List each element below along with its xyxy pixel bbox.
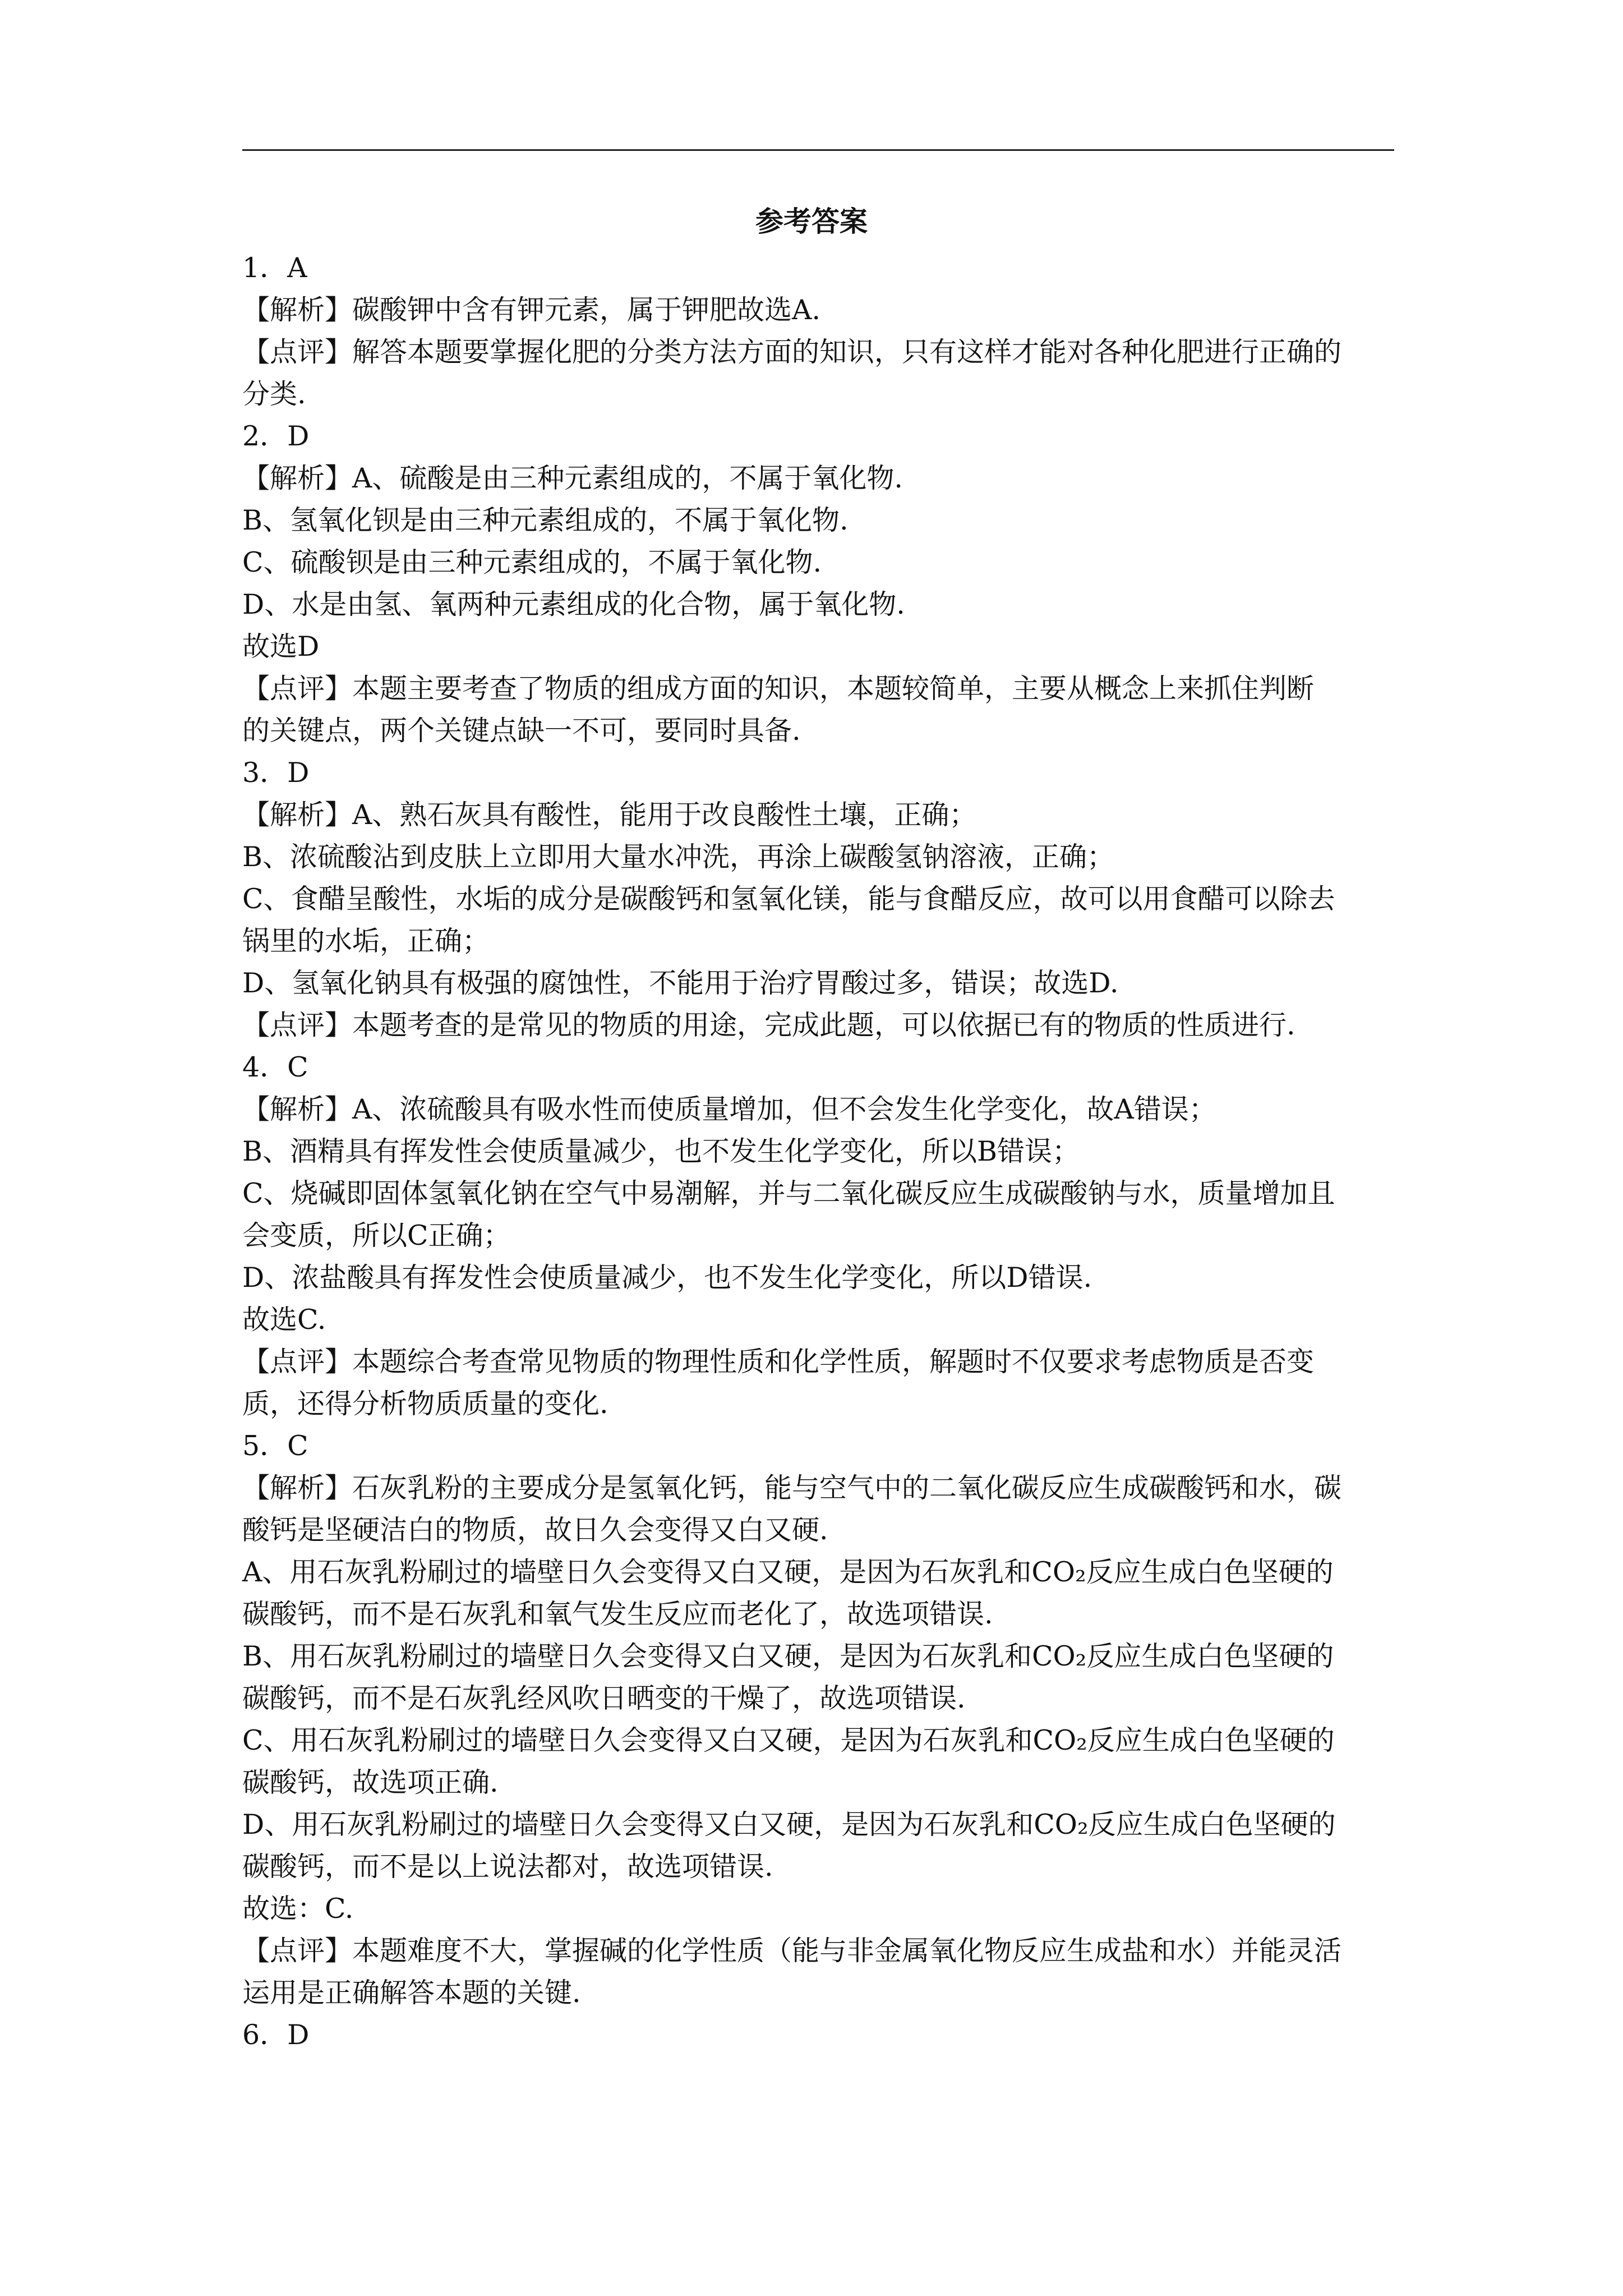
text-line-q5-b: B、用石灰乳粉刷过的墙壁日久会变得又白又硬，是因为石灰乳和CO₂反应生成白色坚硬的 — [242, 1640, 1334, 1672]
text-line-q4-comment: 【点评】本题综合考查常见物质的物理性质和化学性质，解题时不仅要求考虑物质是否变 — [242, 1346, 1315, 1378]
text-line-q3: 3．D — [242, 757, 310, 789]
text-line-q3-b: B、浓硫酸沾到皮肤上立即用大量水冲洗，再涂上碳酸氢钠溶液，正确； — [242, 841, 1115, 873]
text-line-q3-comment: 【点评】本题考查的是常见的物质的用途，完成此题，可以依据已有的物质的性质进行. — [242, 1009, 1295, 1041]
text-line-q5-d-2: 碳酸钙，而不是以上说法都对，故选项错误. — [242, 1851, 773, 1883]
text-line-q2-c: C、硫酸钡是由三种元素组成的，不属于氧化物. — [242, 546, 822, 578]
text-line-q5-comment-2: 运用是正确解答本题的关键. — [242, 1977, 581, 2009]
text-line-q5-choice: 故选：C. — [242, 1893, 354, 1925]
header-rule — [242, 149, 1394, 151]
text-line-q5-analysis: 【解析】石灰乳粉的主要成分是氢氧化钙，能与空气中的二氧化碳反应生成碳酸钙和水，碳 — [242, 1472, 1342, 1504]
text-line-q5-b-2: 碳酸钙，而不是石灰乳经风吹日晒变的干燥了，故选项错误. — [242, 1682, 966, 1714]
text-line-q4-a: 【解析】A、浓硫酸具有吸水性而使质量增加，但不会发生化学变化，故A错误； — [242, 1093, 1216, 1125]
text-line-q3-c-2: 锅里的水垢，正确； — [242, 925, 490, 957]
answer-content — [242, 247, 1394, 2056]
page-title: 参考答案 — [755, 205, 868, 238]
text-line-q1-analysis: 【解析】碳酸钾中含有钾元素，属于钾肥故选A. — [242, 294, 820, 326]
text-line-q5: 5．C — [242, 1430, 308, 1462]
text-line-q4-choice: 故选C. — [242, 1304, 326, 1336]
text-line-q5-d: D、用石灰乳粉刷过的墙壁日久会变得又白又硬，是因为石灰乳和CO₂反应生成白色坚硬的 — [242, 1809, 1336, 1841]
text-line-q3-d: D、氢氧化钠具有极强的腐蚀性，不能用于治疗胃酸过多，错误；故选D. — [242, 967, 1119, 999]
text-line-q4-c: C、烧碱即固体氢氧化钠在空气中易潮解，并与二氧化碳反应生成碳酸钠与水，质量增加且 — [242, 1177, 1335, 1209]
text-line-q1-comment-2: 分类. — [242, 378, 306, 410]
text-line-q1-comment: 【点评】解答本题要掌握化肥的分类方法方面的知识，只有这样才能对各种化肥进行正确的 — [242, 336, 1342, 368]
text-line-q4-b: B、酒精具有挥发性会使质量减少，也不发生化学变化，所以B错误； — [242, 1135, 1080, 1167]
text-line-q4-comment-2: 质，还得分析物质质量的变化. — [242, 1388, 608, 1420]
text-line-q4: 4．C — [242, 1051, 308, 1083]
text-line-q5-analysis-2: 酸钙是坚硬洁白的物质，故日久会变得又白又硬. — [242, 1514, 828, 1546]
text-line-q5-comment: 【点评】本题难度不大，掌握碱的化学性质（能与非金属氧化物反应生成盐和水）并能灵活 — [242, 1935, 1342, 1967]
text-line-q5-a: A、用石灰乳粉刷过的墙壁日久会变得又白又硬，是因为石灰乳和CO₂反应生成白色坚硬的 — [242, 1556, 1334, 1588]
text-line-q5-c: C、用石灰乳粉刷过的墙壁日久会变得又白又硬，是因为石灰乳和CO₂反应生成白色坚硬的 — [242, 1724, 1335, 1756]
text-line-q2-comment-2: 的关键点，两个关键点缺一不可，要同时具备. — [242, 715, 801, 747]
text-line-q3-c: C、食醋呈酸性，水垢的成分是碳酸钙和氢氧化镁，能与食醋反应，故可以用食醋可以除去 — [242, 883, 1335, 915]
text-line-q5-a-2: 碳酸钙，而不是石灰乳和氧气发生反应而老化了，故选项错误. — [242, 1598, 993, 1630]
text-line-q3-a: 【解析】A、熟石灰具有酸性，能用于改良酸性土壤，正确； — [242, 799, 977, 831]
text-line-q5-c-2: 碳酸钙，故选项正确. — [242, 1766, 499, 1798]
text-line-q2-d: D、水是由氢、氧两种元素组成的化合物，属于氧化物. — [242, 588, 905, 620]
text-line-q2-b: B、氢氧化钡是由三种元素组成的，不属于氧化物. — [242, 504, 849, 536]
text-line-q2-a: 【解析】A、硫酸是由三种元素组成的，不属于氧化物. — [242, 462, 903, 494]
text-line-q2-comment: 【点评】本题主要考查了物质的组成方面的知识，本题较简单，主要从概念上来抓住判断 — [242, 673, 1315, 705]
text-line-q4-d: D、浓盐酸具有挥发性会使质量减少，也不发生化学变化，所以D错误. — [242, 1262, 1092, 1294]
text-line-q1: 1．A — [242, 252, 307, 284]
text-line-q2-choice: 故选D — [242, 631, 320, 662]
text-line-q2: 2．D — [242, 420, 310, 452]
text-line-q4-c-2: 会变质，所以C正确； — [242, 1220, 511, 1251]
text-line-q6: 6．D — [242, 2019, 310, 2051]
